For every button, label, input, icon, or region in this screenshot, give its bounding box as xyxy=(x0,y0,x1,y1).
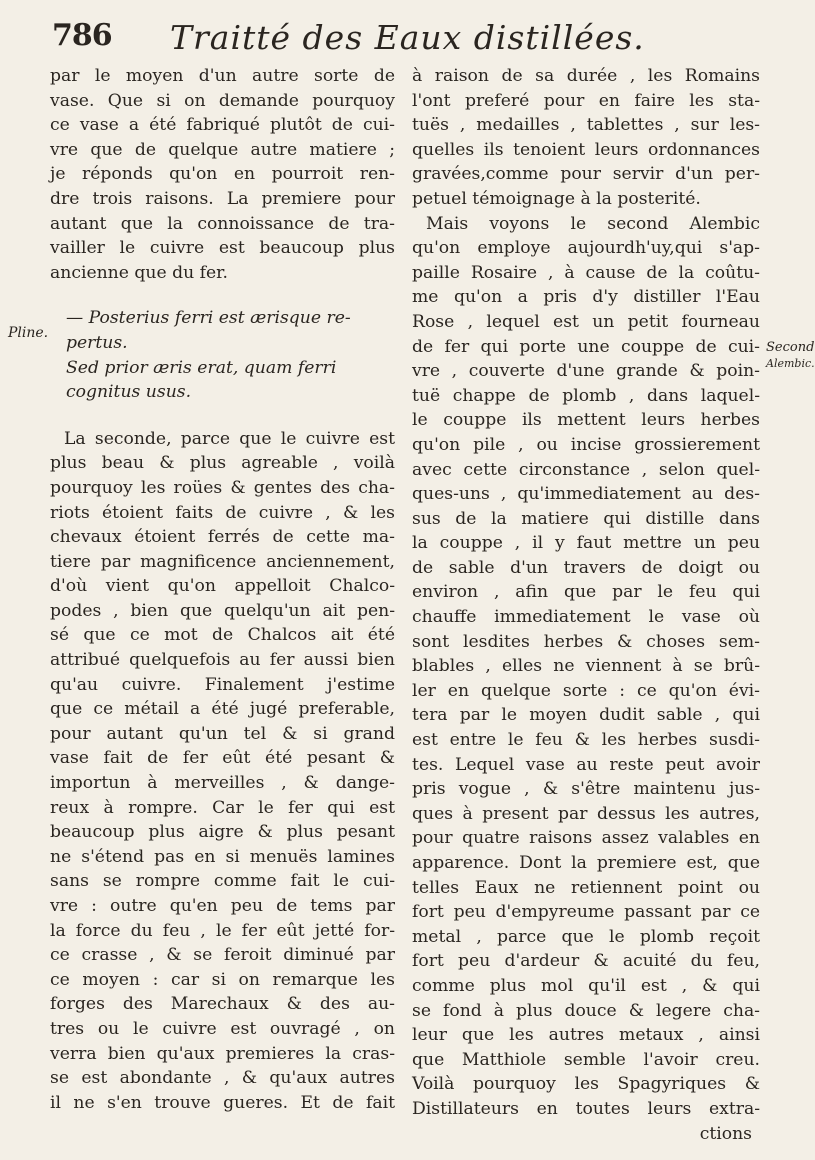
text-line: telles Eaux ne retiennent point ou xyxy=(412,877,760,898)
text-line: comme plus mol qu'il est , & qui xyxy=(412,975,760,996)
text-line: chauffe immediatement le vase où xyxy=(412,607,760,628)
text-line: que Matthiole semble l'avoir creu. xyxy=(412,1049,760,1070)
text-line: qu'au cuivre. Finalement j'estime xyxy=(50,674,395,695)
quote-line: Sed prior æris erat, quam ferri xyxy=(66,357,337,378)
text-line: ques à present par dessus les autres, xyxy=(412,803,760,824)
text-line: chevaux étoient ferrés de cette ma- xyxy=(50,527,395,548)
text-line: je réponds qu'on en pourroit ren- xyxy=(50,164,395,185)
text-line: ne s'étend pas en si menuës lamines xyxy=(50,846,395,867)
text-line: d'où vient qu'on appelloit Chalco- xyxy=(50,576,395,597)
text-line: sans se rompre comme fait le cui- xyxy=(50,871,395,892)
text-line: tiere par magnificence anciennement, xyxy=(50,551,395,572)
text-line: vre que de quelque autre matiere ; xyxy=(50,139,395,160)
text-line: l'ont preferé pour en faire les sta- xyxy=(412,90,760,111)
paragraph-1 xyxy=(50,64,395,285)
text-line: ce vase a été fabriqué plutôt de cui- xyxy=(50,115,395,136)
text-line: beaucoup plus aigre & plus pesant xyxy=(50,822,395,843)
text-line: vailler le cuivre est beaucoup plus xyxy=(50,238,395,259)
catchword: ctions xyxy=(699,1123,752,1144)
text-line: me qu'on a pris d'y distiller l'Eau xyxy=(412,287,760,308)
text-line: petuel témoignage à la posterité. xyxy=(412,188,701,209)
text-line: vase fait de fer eût été pesant & xyxy=(50,748,395,769)
text-line: qu'on pile , ou incise grossierement xyxy=(412,434,760,455)
text-line: est entre le feu & les herbes susdi- xyxy=(412,730,760,751)
right-column xyxy=(412,64,760,1146)
text-line: le couppe ils mettent leurs herbes xyxy=(412,410,760,431)
text-line: pourquoy les roües & gentes des cha- xyxy=(50,477,395,498)
text-line: ques-uns , qu'immediatement au des- xyxy=(412,484,760,505)
text-line: Mais voyons le second Alembic xyxy=(426,213,760,234)
text-line: attribué quelquefois au fer aussi bien xyxy=(50,650,395,671)
text-line: tes. Lequel vase au reste peut avoir xyxy=(412,754,760,775)
text-line: podes , bien que quelqu'un ait pen- xyxy=(50,600,395,621)
text-line: sus de la matiere qui distille dans xyxy=(412,508,760,529)
text-line: environ , afin que par le feu qui xyxy=(412,582,760,603)
text-line: pris vogue , & s'être maintenu jus- xyxy=(412,779,760,800)
text-line: sé que ce mot de Chalcos ait été xyxy=(50,625,395,646)
text-line: fort peu d'empyreume passant par ce xyxy=(412,902,760,923)
text-line: importun à merveilles , & dange- xyxy=(50,773,395,794)
text-line: à raison de sa durée , les Romains xyxy=(412,66,760,86)
text-line: ce crasse , & se feroit diminué par xyxy=(50,945,395,966)
text-line: dre trois raisons. La premiere pour xyxy=(50,188,395,209)
text-line: vre : outre qu'en peu de tems par xyxy=(50,896,395,916)
text-line: la force du feu , le fer eût jetté for- xyxy=(50,920,395,941)
text-line: ancienne que du fer. xyxy=(50,262,228,283)
text-line: metal , parce que le plomb reçoit xyxy=(412,926,760,947)
text-line: tuës , medailles , tablettes , sur les- xyxy=(412,115,760,136)
text-line: autant que la connoissance de tra- xyxy=(50,213,395,234)
text-line: paille Rosaire , à cause de la coûtu- xyxy=(412,262,760,283)
text-line: vre , couverte d'une grande & poin- xyxy=(412,361,760,382)
text-line: quelles ils tenoient leurs ordonnances xyxy=(412,139,760,160)
text-line: la couppe , il y faut mettre un peu xyxy=(412,533,760,554)
quote-line: cognitus usus. xyxy=(66,382,192,403)
quote-line: pertus. xyxy=(66,332,128,353)
text-line: ce moyen : car si on remarque les xyxy=(50,969,395,990)
left-column xyxy=(50,64,395,1115)
text-line: verra bien qu'aux premieres la cras- xyxy=(50,1043,395,1064)
text-line: forges des Marechaux & des au- xyxy=(50,994,395,1015)
text-line: tuë chappe de plomb , dans laquel- xyxy=(412,385,760,406)
text-line: reux à rompre. Car le fer qui est xyxy=(50,797,395,818)
text-line: pour autant qu'un tel & si grand xyxy=(50,723,395,744)
margin-note-second: Second xyxy=(766,340,815,355)
text-line: Voilà pourquoy les Spagyriques & xyxy=(412,1074,760,1095)
page-header xyxy=(52,14,772,57)
text-line: se fond à plus douce & legere cha- xyxy=(412,1000,760,1021)
text-line: tres ou le cuivre est ouvragé , on xyxy=(50,1018,395,1039)
text-line: leur que les autres metaux , ainsi xyxy=(412,1025,760,1046)
quote-line: — Posterius ferri est ærisque re- xyxy=(66,308,351,329)
text-line: La seconde, parce que le cuivre est xyxy=(64,428,395,449)
latin-quote xyxy=(50,306,395,404)
margin-note-alembic: Alembic. xyxy=(766,357,815,370)
text-line: Distillateurs en toutes leurs extra- xyxy=(412,1098,760,1119)
text-line: de fer qui porte une couppe de cui- xyxy=(412,336,760,357)
text-line: plus beau & plus agreable , voilà xyxy=(50,453,395,474)
text-line: tera par le moyen dudit sable , qui xyxy=(412,705,760,726)
text-line: vase. Que si on demande pourquoy xyxy=(50,90,395,111)
page-number: 786 xyxy=(52,18,112,53)
text-line: qu'on employe aujourdh'uy,qui s'ap- xyxy=(412,238,760,259)
text-line: il ne s'en trouve gueres. Et de fait xyxy=(50,1092,395,1113)
text-line: que ce métail a été jugé preferable, xyxy=(50,699,395,720)
running-title: Traitté des Eaux distillées. xyxy=(170,18,645,57)
text-line: ler en quelque sorte : ce qu'on évi- xyxy=(412,680,760,701)
text-line: Rose , lequel est un petit fourneau xyxy=(412,311,760,332)
text-line: riots étoient faits de cuivre , & les xyxy=(50,502,395,523)
text-line: blables , elles ne viennent à se brû- xyxy=(412,656,760,677)
text-line: fort peu d'ardeur & acuité du feu, xyxy=(412,951,760,972)
margin-note-pline: Pline. xyxy=(8,325,49,341)
text-line: gravées,comme pour servir d'un per- xyxy=(412,164,760,185)
text-line: se est abondante , & qu'aux autres xyxy=(50,1068,395,1089)
paragraph-2 xyxy=(50,427,395,1116)
text-line: par le moyen d'un autre sorte de xyxy=(50,66,395,86)
text-line: apparence. Dont la premiere est, que xyxy=(412,853,760,873)
text-line: pour quatre raisons assez valables en xyxy=(412,828,760,849)
text-line: de sable d'un travers de doigt ou xyxy=(412,557,760,578)
text-line: sont lesdites herbes & choses sem- xyxy=(412,631,760,652)
text-line: avec cette circonstance , selon quel- xyxy=(412,459,760,480)
